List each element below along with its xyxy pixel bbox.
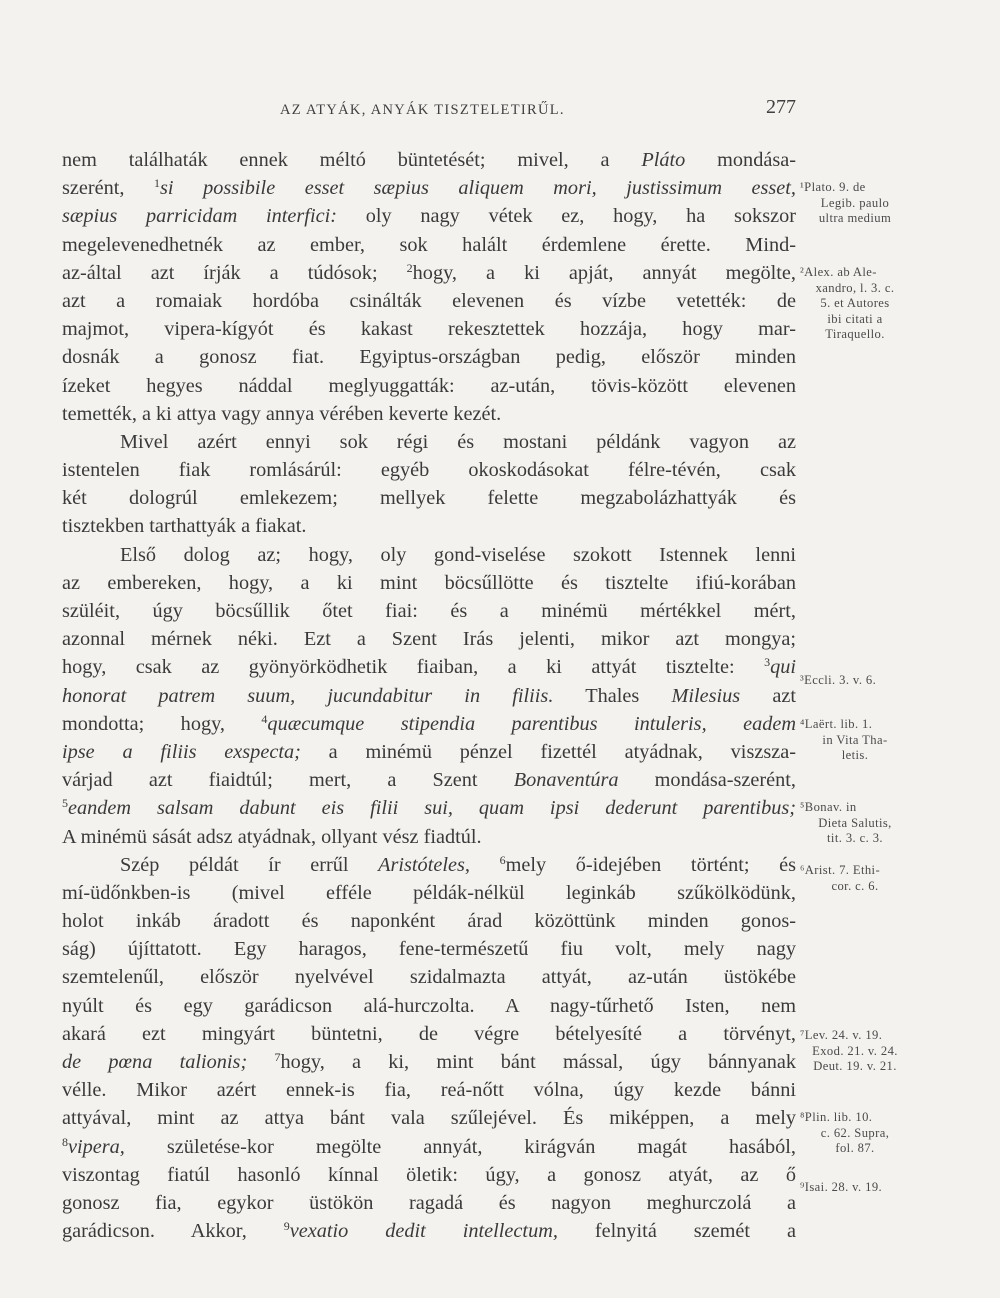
text-run: az embereken, hogy, a ki mint böcsűllötte és tisztelte ifiú-korában — [62, 571, 796, 594]
text-run: mondása-szerént, — [618, 769, 796, 792]
italic-text: quæcumque stipendia parentibus intuleris, eadem — [267, 712, 796, 735]
italic-text: de pœna talionis; — [62, 1051, 248, 1073]
margin-note-line: ultra medium — [818, 211, 892, 225]
text-run: garádicson. Akkor, — [62, 1220, 284, 1243]
text-run: nyúlt és egy garádicson alá-hurczolta. A nagy-tűrhető Isten, nem — [62, 994, 796, 1017]
margin-note-line: Deut. 19. v. 21. — [813, 1059, 897, 1073]
text-run: Mivel azért ennyi sok régi és mostani példánk vagyon az — [120, 430, 796, 453]
margin-note — [800, 1028, 910, 1075]
margin-note-line: fol. 87. — [835, 1141, 875, 1155]
footnote-marker: 6 — [499, 852, 506, 867]
margin-note-line: ¹Plato. 9. de — [800, 180, 866, 194]
margin-note-line: ²Alex. ab Ale- — [800, 265, 877, 279]
margin-note-line: ⁷Lev. 24. v. 19. — [800, 1028, 883, 1042]
text-run: Első dolog az; hogy, oly gond-viselése szokott Istennek lenni — [120, 543, 796, 566]
italic-text: vexatio dedit intellectum, — [289, 1220, 558, 1243]
margin-note — [800, 1180, 910, 1196]
text-run: temették, a ki attya vagy annya vérében keverte kezét. — [62, 402, 502, 425]
running-head: AZ ATYÁK, ANYÁK TISZTELETIRŰL. — [280, 102, 565, 118]
text-run: szerént, — [62, 177, 155, 200]
text-run: akará ezt mingyárt büntetni, de végre bételyesíté a törvényt, — [62, 1022, 796, 1045]
margin-note-line: ibi citati a — [827, 311, 883, 326]
margin-note-line: ⁸Plin. lib. 10. — [800, 1110, 873, 1124]
text-run: a minémü pénzel fizettél atyádnak, viszsza- — [300, 740, 796, 763]
italic-text: Pláto — [641, 149, 686, 171]
margin-note — [800, 1110, 910, 1157]
italic-text: si possibile esset sæpius aliquem mori, justissimum esset, — [160, 177, 796, 200]
text-run: vélle. Mikor azért ennek-is fia, reá-nőtt vólna, úgy kezde bánni — [62, 1079, 796, 1102]
margin-note-line: cor. c. 6. — [831, 878, 879, 893]
text-run: Thales — [553, 684, 672, 707]
text-run: ság) újíttatott. Egy haragos, fene-természetű fiu volt, mely nagy — [62, 938, 796, 961]
margin-note — [800, 863, 910, 894]
italic-text: honorat patrem suum, jucundabitur in filiis. — [62, 684, 554, 707]
footnote-marker: 3 — [764, 655, 771, 670]
text-run: szüléit, úgy böcsűllik őtet fiai: és a minémü mértékkel mért, — [62, 600, 796, 622]
text-run: attyával, mint az attya bánt vala szűlejével. És miképpen, a mely — [62, 1107, 796, 1130]
footnote-marker: 8 — [62, 1134, 68, 1149]
text-run: Szép példát ír errűl — [120, 853, 379, 876]
text-run: születése-kor megölte annyát, kirágván magát hasából, — [124, 1135, 796, 1158]
text-run: hogy, csak az gyönyörködhetik fiaiban, a ki attyát tisztelte: — [62, 656, 765, 679]
footnote-marker: 5 — [62, 796, 68, 811]
margin-note — [800, 673, 910, 689]
margin-note — [800, 180, 910, 227]
italic-text: ipse a filiis exspecta; — [62, 740, 301, 763]
footnote-marker: 7 — [274, 1050, 281, 1064]
footnote-marker: 1 — [154, 176, 161, 191]
text-run: az-által azt írják a túdósok; — [62, 261, 407, 284]
text-run: majmot, vipera-kígyót és kakast rekesztettek hozzája, hogy mar- — [62, 318, 796, 341]
text-run: várjad azt fiaidtúl; mert, a Szent — [62, 769, 514, 792]
text-run: mí-üdőnkben-is (mivel efféle példák-nélkül leginkáb szűkölködünk, — [62, 881, 796, 904]
text-run: megelevenedhetnék az ember, sok halált érdemlene érette. Mind- — [62, 233, 796, 256]
margin-note-line: Dieta Salutis, — [818, 815, 892, 830]
margin-note-line: in Vita Tha- — [822, 732, 888, 747]
italic-text: vipera, — [68, 1135, 125, 1158]
margin-note-line: Exod. 21. v. 24. — [812, 1043, 898, 1058]
text-run: viszontag fiatúl hasonló kínnal öletik: úgy, a gonosz atyát, az ő — [62, 1163, 796, 1186]
italic-text: Aristóteles, — [378, 853, 470, 876]
text-run: azonnal mérnek néki. Ezt a Szent Irás jelenti, mikor azt mongya; — [62, 628, 796, 651]
footnote-marker: 4 — [261, 711, 268, 726]
text-run: ízeket hegyes náddal meglyuggatták: az-után, tövis-között elevenen — [62, 374, 796, 397]
text-run: dosnák a gonosz fiat. Egyiptus-országban pedig, először minden — [62, 346, 796, 369]
text-run: mely ő-idejében történt; és — [505, 853, 797, 876]
margin-note-line: ³Eccli. 3. v. 6. — [800, 673, 877, 687]
text-run: oly nagy vétek ez, hogy, ha sokszor — [336, 205, 796, 228]
text-run: szemtelenűl, először nyelvével szidalmazta attyát, az-után üstökébe — [62, 966, 796, 989]
margin-note — [800, 717, 910, 764]
text-run: azt a romaiak hordóba csinálták elevenen és vízbe vetették: de — [62, 289, 796, 312]
text-run: istentelen fiak romlásárúl: egyéb okoskodásokat félre-tévén, csak — [62, 459, 796, 482]
footnote-marker: 9 — [283, 1219, 290, 1234]
text-run: hogy, a ki, mint bánt mással, úgy bánnyanak — [280, 1051, 796, 1073]
text-run: felnyitá szemét a — [557, 1220, 796, 1243]
margin-note-line: tit. 3. c. 3. — [827, 831, 883, 845]
italic-text: Bonaventúra — [513, 769, 619, 792]
italic-text: sæpius parricidam interfici: — [62, 205, 337, 228]
text-run: mondotta; hogy, — [62, 712, 262, 735]
margin-note-line: c. 62. Supra, — [820, 1125, 890, 1140]
margin-note — [800, 800, 910, 847]
text-run: gonosz fia, egykor üstökön ragadá és nagyon meghurczolá a — [62, 1191, 796, 1214]
margin-note-line: ⁹Isai. 28. v. 19. — [800, 1180, 883, 1194]
margin-note-line: xandro, l. 3. c. — [815, 280, 895, 295]
text-run: hogy, a ki apját, annyát megölte, — [412, 261, 796, 284]
italic-text: qui — [770, 656, 796, 679]
margin-note-line: ⁵Bonav. in — [800, 800, 857, 814]
text-run: A minémü sását adsz atyádnak, ollyant vész fiadtúl. — [62, 825, 482, 848]
margin-note-line: ⁴Laërt. lib. 1. — [800, 717, 873, 731]
margin-note — [800, 265, 910, 343]
margin-note-line: 5. et Autores — [820, 296, 890, 310]
margin-note-line: Legib. paulo — [820, 195, 890, 210]
margin-note-line: ⁶Arist. 7. Ethi- — [800, 863, 881, 877]
text-run: mondása- — [685, 149, 796, 171]
text-run: két dologrúl emlekezem; mellyek felette megzabolázhattyák és — [62, 487, 796, 510]
text-run: tisztekben tarthattyák a fiakat. — [62, 515, 307, 538]
margin-note-line: Tiraquello. — [825, 327, 885, 341]
text-run: azt — [740, 684, 796, 707]
text-run: holot inkáb áradott és naponként árad közöttünk minden gonos- — [62, 910, 796, 933]
italic-text: eandem salsam dabunt eis filii sui, quam ipsi dederunt parentibus; — [68, 797, 796, 820]
footnote-marker: 2 — [406, 260, 413, 275]
italic-text: Milesius — [671, 684, 741, 707]
page-number: 277 — [766, 96, 796, 118]
text-run: nem találhaták ennek méltó büntetését; mivel, a — [62, 149, 642, 171]
margin-note-line: letis. — [841, 748, 869, 762]
